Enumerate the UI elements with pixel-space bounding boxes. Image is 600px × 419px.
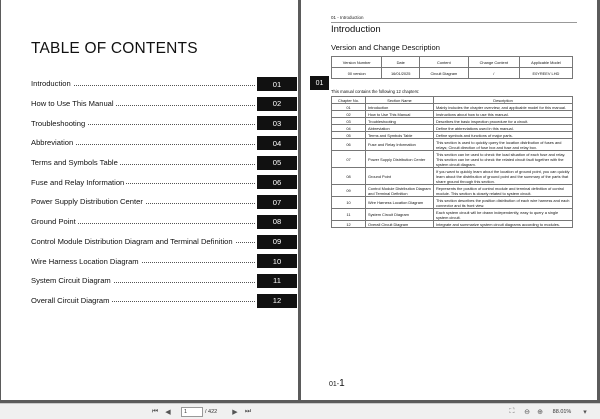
section-name-cell: Ground Point (366, 168, 434, 185)
description-cell: Define symbols and functions of major parts. (434, 132, 573, 139)
toc-entry-label[interactable]: How to Use This Manual (31, 99, 114, 109)
right-page (301, 0, 597, 400)
page-number (329, 378, 345, 389)
toc-entry-number[interactable]: 01 (257, 77, 297, 91)
zoom-level[interactable]: 88.01% (552, 409, 572, 415)
toc-entry[interactable] (31, 291, 297, 311)
version-cell: Circuit Diagram (419, 68, 468, 79)
table-row (332, 111, 573, 118)
toc-entry-label[interactable]: Abbreviation (31, 138, 74, 148)
toc-entry-number[interactable]: 06 (257, 175, 297, 189)
toc-entry-number[interactable]: 04 (257, 136, 297, 150)
left-page (1, 0, 298, 400)
description-cell: This section is used to quickly query the location distribution of fuses and relays; Circuit direction of fuse box and fuse and relay box. (434, 139, 573, 151)
page-number-prefix: 01- (329, 381, 340, 388)
chapter-header-cell: Section Name (366, 97, 434, 104)
toc-entry-label[interactable]: Overall Circuit Diagram (31, 295, 110, 305)
toc-entry[interactable] (31, 94, 297, 114)
chapters-intro: This manual contains the following 12 chapters: (331, 89, 420, 94)
description-cell: Integrate and summarize system circuit diagrams according to modules. (434, 221, 573, 228)
section-subtitle: Version and Change Description (331, 43, 440, 52)
description-cell: This section describes the position distribution of each wire harness and each connector and its front view. (434, 197, 573, 209)
toc-entry[interactable] (31, 74, 297, 94)
section-name-cell: Overall Circuit Diagram (366, 221, 434, 228)
header-divider (331, 22, 577, 23)
version-header-cell: Content (419, 57, 468, 68)
toc-entry-label[interactable]: Introduction (31, 79, 71, 89)
fit-page-icon[interactable]: ⛶ (509, 408, 515, 415)
section-name-cell: Troubleshooting (366, 118, 434, 125)
table-row (332, 68, 573, 79)
description-cell: This section can be used to check the load situation of each fuse and relay. This section can be used to check the related circuit fault together with the system circuit diagram. (434, 151, 573, 168)
description-cell: Describes the basic inspection procedure for a circuit. (434, 118, 573, 125)
chapter-no-cell: 09 (332, 185, 366, 197)
toc-entry-number[interactable]: 12 (257, 294, 297, 308)
section-name-cell: Terms and Symbols Table (366, 132, 434, 139)
previous-page-icon[interactable]: ◀ (165, 409, 171, 416)
chapter-no-cell: 10 (332, 197, 366, 209)
section-name-cell: Abbreviation (366, 125, 434, 132)
description-cell: Represents the position of control module and terminal definition of control module. This section is closely related to system circuit. (434, 185, 573, 197)
toc-entry[interactable] (31, 192, 297, 212)
description-cell: Define the abbreviations used in this manual. (434, 125, 573, 132)
toc-entry-label[interactable]: Power Supply Distribution Center (31, 197, 143, 207)
section-name-cell: How to Use This Manual (366, 111, 434, 118)
toc-entry-number[interactable]: 02 (257, 97, 297, 111)
section-name-cell: Power Supply Distribution Center (366, 151, 434, 168)
toc-entry[interactable] (31, 113, 297, 133)
toc-entry[interactable] (31, 251, 297, 271)
table-row (332, 118, 573, 125)
next-page-icon[interactable]: ▶ (232, 409, 238, 416)
chapter-no-cell: 04 (332, 125, 366, 132)
toc-entry-label[interactable]: Fuse and Relay Information (31, 177, 125, 187)
section-name-cell: Introduction (366, 104, 434, 111)
toc-entry-label[interactable]: Troubleshooting (31, 118, 86, 128)
chapter-no-cell: 08 (332, 168, 366, 185)
toc-entry-number[interactable]: 07 (257, 195, 297, 209)
description-cell: If you want to quickly learn about the location of ground point, you can quickly learn about the distribution of ground point and the summary of the parts that share ground through this section. (434, 168, 573, 185)
chapter-no-cell: 01 (332, 104, 366, 111)
table-row (332, 104, 573, 111)
toc-entry-number[interactable]: 09 (257, 235, 297, 249)
version-table (331, 56, 573, 79)
version-cell: 00 version (332, 68, 382, 79)
toc-entry-label[interactable]: Terms and Symbols Table (31, 158, 118, 168)
description-cell: Mainly includes the chapter overview, and applicable model for this manual. (434, 104, 573, 111)
table-row (332, 139, 573, 151)
viewer-toolbar (0, 403, 600, 419)
first-page-icon[interactable]: ⏮ (151, 408, 159, 415)
toc-entry-number[interactable]: 10 (257, 254, 297, 268)
table-row (332, 168, 573, 185)
section-name-cell: Fuse and Relay Information (366, 139, 434, 151)
toc-entry[interactable] (31, 212, 297, 232)
chapter-header-cell: Description (434, 97, 573, 104)
description-cell: Each system circuit will be drawn independently, easy to query a single system circuit. (434, 209, 573, 221)
toc-entry-number[interactable]: 05 (257, 156, 297, 170)
table-row (332, 197, 573, 209)
toc-entry-number[interactable]: 03 (257, 116, 297, 130)
toc-entry-label[interactable]: Control Module Distribution Diagram and Terminal Definition (31, 236, 233, 246)
toc-entry-label[interactable]: System Circuit Diagram (31, 276, 111, 286)
page-header: 01 - Introduction (331, 15, 364, 20)
chapter-no-cell: 06 (332, 139, 366, 151)
version-cell: 16/01/2025 (382, 68, 420, 79)
table-row (332, 221, 573, 228)
table-row (332, 209, 573, 221)
zoom-out-icon[interactable]: ⊖ (524, 409, 530, 416)
zoom-in-icon[interactable]: ⊕ (537, 409, 543, 416)
toc-entry-label[interactable]: Wire Harness Location Diagram (31, 256, 139, 266)
page-number-input[interactable]: 1 (181, 407, 203, 417)
toc-entry-number[interactable]: 11 (257, 274, 297, 288)
description-cell: Instructions about how to use this manual. (434, 111, 573, 118)
chapter-side-tab[interactable]: 01 (310, 76, 329, 90)
toc-title: TABLE OF CONTENTS (31, 40, 198, 57)
toc-entry[interactable] (31, 153, 297, 173)
section-title: Introduction (331, 24, 381, 35)
chapter-no-cell: 02 (332, 111, 366, 118)
toc-entry-label[interactable]: Ground Point (31, 217, 76, 227)
page-number-main: 1 (339, 378, 345, 389)
toc-list (31, 74, 297, 310)
chapter-no-cell: 03 (332, 118, 366, 125)
version-header-cell: Version Number (332, 57, 382, 68)
version-header-cell: Change Content (468, 57, 519, 68)
section-name-cell: Wire Harness Location Diagram (366, 197, 434, 209)
chevron-down-icon[interactable]: ▾ (583, 409, 587, 416)
toc-entry[interactable] (31, 232, 297, 252)
table-row (332, 151, 573, 168)
toc-entry[interactable] (31, 133, 297, 153)
chapter-header-cell: Chapter No. (332, 97, 366, 104)
version-cell: / (468, 68, 519, 79)
toc-entry-number[interactable]: 08 (257, 215, 297, 229)
chapter-no-cell: 07 (332, 151, 366, 168)
toc-entry[interactable] (31, 271, 297, 291)
chapter-no-cell: 05 (332, 132, 366, 139)
chapter-no-cell: 11 (332, 209, 366, 221)
section-name-cell: Control Module Distribution Diagram and Terminal Definition (366, 185, 434, 197)
version-header-cell: Date (382, 57, 420, 68)
chapter-no-cell: 12 (332, 221, 366, 228)
chapter-table (331, 96, 573, 228)
last-page-icon[interactable]: ⏭ (244, 408, 252, 415)
table-row (332, 132, 573, 139)
table-row (332, 125, 573, 132)
page-total: / 422 (205, 409, 218, 415)
table-row (332, 185, 573, 197)
version-header-cell: Applicable Model (519, 57, 572, 68)
toc-entry[interactable] (31, 172, 297, 192)
section-name-cell: System Circuit Diagram (366, 209, 434, 221)
version-cell: E0YREEV LHD (519, 68, 572, 79)
